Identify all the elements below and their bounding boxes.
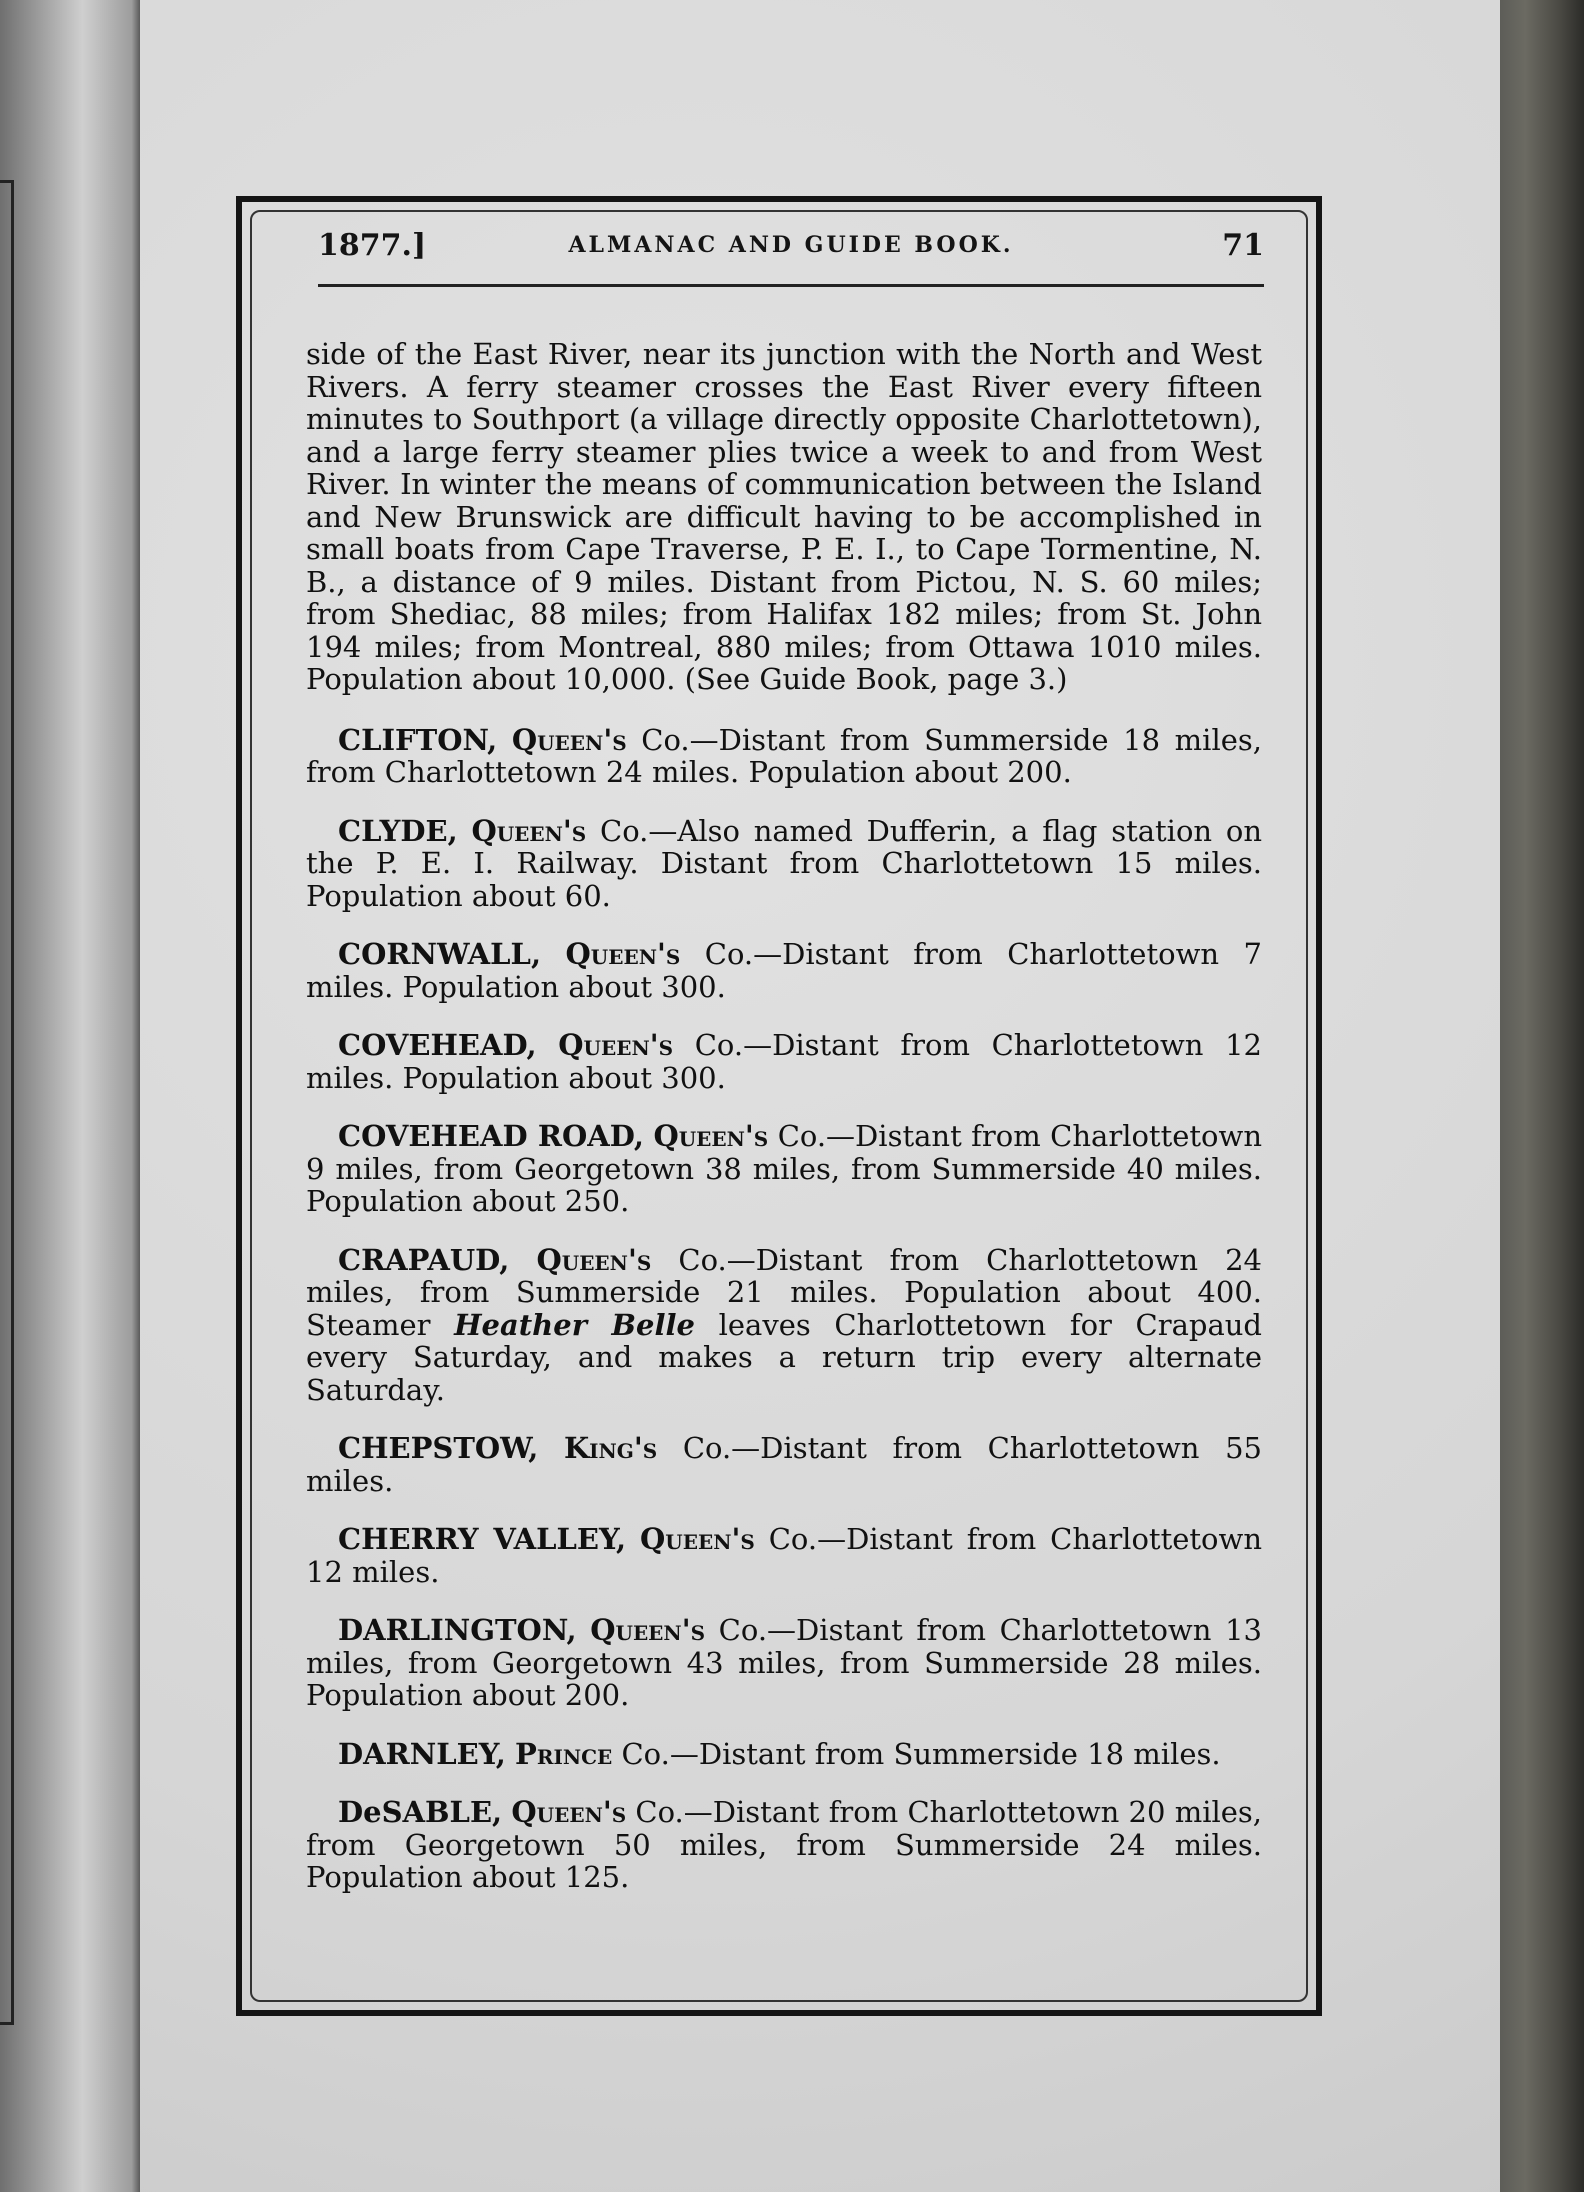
entry-county: Prince: [515, 1736, 613, 1771]
header-year: 1877.]: [318, 228, 427, 263]
entry-desable: [306, 1796, 1262, 1894]
previous-page-edge: [0, 0, 150, 2192]
entry-place: CHEPSTOW,: [338, 1431, 539, 1465]
running-head: [318, 228, 1264, 287]
entry-text: Co.—Distant from Charlottetown 55 miles.: [306, 1431, 1262, 1498]
entry-clifton: [306, 724, 1262, 789]
entry-county: King's: [563, 1431, 658, 1465]
entry-place: CHERRY VALLEY,: [338, 1522, 627, 1556]
opening-paragraph: side of the East River, near its junction with the North and West Rivers. A ferry steamer crosses the East River every fifteen minutes to Southport (a village directly opposite Charlottetown), and a large ferry steamer plies twice a week to and from West River. In winter the means of communication between the Island and New Brunswick are difficult having to be accomplished in small boats from Cape Traverse, P. E. I., to Cape Tormentine, N. B., a distance of 9 miles. Distant from Pictou, N. S. 60 miles; from Shediac, 88 miles; from Halifax 182 miles; from St. John 194 miles; from Montreal, 880 miles; from Ottawa 1010 miles. Population about 10,000. (See Guide Book, page 3.): [306, 337, 1262, 696]
entry-county: Queen's: [511, 722, 627, 757]
entry-county: Queen's: [558, 1028, 674, 1062]
previous-page-border: [0, 180, 14, 2025]
entry-text: Co.—Distant from Charlottetown 7 miles. Population about 300.: [306, 937, 1262, 1004]
entry-county: Queen's: [653, 1119, 769, 1153]
entry-cherry-valley: [306, 1523, 1262, 1588]
entry-text-continued: leaves Charlottetown for Crapaud every Saturday, and makes a return trip every alternate Saturday.: [306, 1307, 1262, 1407]
entry-text: Co.—Distant from Charlottetown 9 miles, from Georgetown 38 miles, from Summerside 40 miles. Population about 250.: [306, 1119, 1263, 1218]
entry-place: CRAPAUD,: [338, 1242, 510, 1277]
entry-place: CORNWALL,: [338, 937, 542, 971]
entry-darnley: [306, 1738, 1262, 1771]
entry-place: DARLINGTON,: [338, 1613, 577, 1647]
header-title: ALMANAC AND GUIDE BOOK.: [568, 232, 1014, 258]
entry-chepstow: [306, 1432, 1262, 1497]
entry-text: Co.—Distant from Charlottetown 13 miles, from Georgetown 43 miles, from Summerside 28 miles. Population about 200.: [306, 1613, 1262, 1712]
entry-county: Queen's: [565, 937, 681, 971]
entry-text: Co.—Distant from Charlottetown 20 miles, from Georgetown 50 miles, from Summerside 24 miles. Population about 125.: [306, 1795, 1262, 1894]
entry-place: COVEHEAD ROAD,: [338, 1119, 644, 1153]
entry-crapaud: [306, 1244, 1262, 1407]
entry-county: Queen's: [590, 1613, 706, 1647]
entry-text: Co.—Distant from Charlottetown 24 miles, from Summerside 21 miles. Population about 400. Steamer: [306, 1242, 1262, 1342]
entry-text: Co.—Distant from Charlottetown 12 miles. Population about 300.: [306, 1028, 1262, 1095]
page-right-edge: [1500, 0, 1584, 2192]
entry-county: Queen's: [640, 1522, 755, 1556]
entry-darlington: [306, 1614, 1262, 1712]
entry-place: COVEHEAD,: [338, 1028, 537, 1062]
page-body: [306, 338, 1262, 1920]
entry-place: DeSABLE,: [338, 1795, 503, 1829]
entry-place: DARNLEY,: [338, 1736, 506, 1771]
entry-place: CLYDE,: [338, 813, 458, 848]
entry-covehead-road: [306, 1120, 1262, 1218]
entry-place: CLIFTON,: [338, 722, 498, 757]
entry-county: Queen's: [536, 1242, 652, 1277]
entry-text: Co.—Distant from Summerside 18 miles.: [612, 1736, 1221, 1771]
entry-cornwall: [306, 938, 1262, 1003]
entry-text: Co.—Also named Dufferin, a flag station on the P. E. I. Railway. Distant from Charlottetown 15 miles. Population about 60.: [306, 813, 1262, 913]
entry-text: Co.—Distant from Charlottetown 12 miles.: [306, 1522, 1262, 1589]
entry-covehead: [306, 1029, 1262, 1094]
entry-clyde: [306, 815, 1262, 913]
entry-county: Queen's: [471, 813, 587, 848]
entry-county: Queen's: [511, 1795, 627, 1829]
steamer-name: Heather Belle: [454, 1307, 695, 1342]
entry-text: Co.—Distant from Summerside 18 miles, from Charlottetown 24 miles. Population about 200.: [306, 722, 1262, 789]
page-number: 71: [1222, 228, 1264, 263]
